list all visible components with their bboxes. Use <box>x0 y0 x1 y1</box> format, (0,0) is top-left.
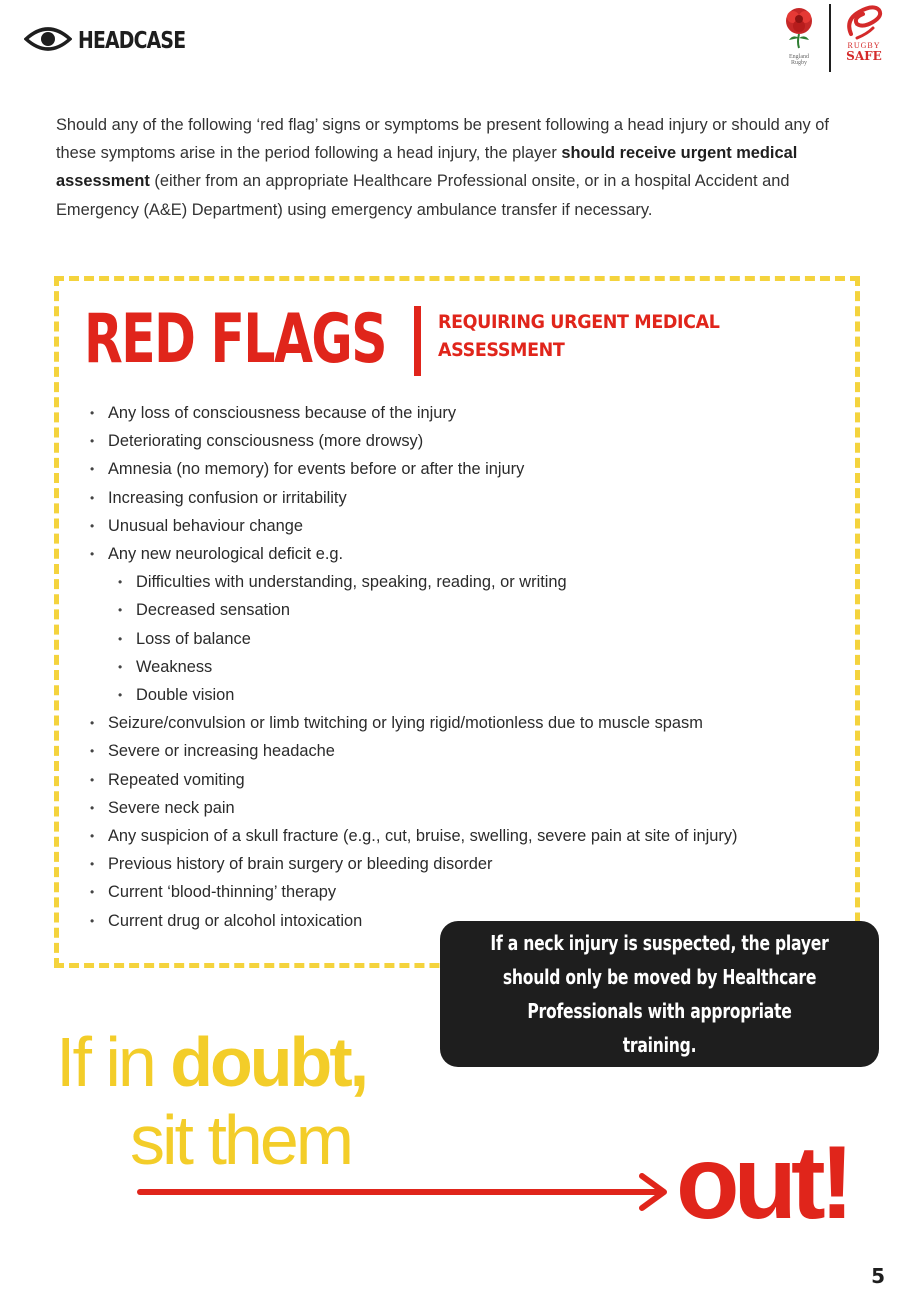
sub-list-item: • Weakness <box>118 657 213 676</box>
partner-logos <box>777 4 887 74</box>
slogan-if-in: If in <box>56 1023 171 1101</box>
eye-icon <box>24 25 72 58</box>
logo-divider <box>829 4 831 72</box>
list-item: • Deteriorating consciousness (more drowsy) <box>90 432 424 451</box>
list-item: • Severe or increasing headache <box>90 742 335 761</box>
list-item: • Unusual behaviour change <box>90 516 304 535</box>
rose-caption-rugby: Rugby <box>790 60 807 66</box>
list-item: • Increasing confusion or irritability <box>90 488 347 507</box>
callout-text: If a neck injury is suspected, the player should only be moved by Healthcare Professionals with appropriate training. <box>490 931 829 1057</box>
list-item: • Repeated vomiting <box>90 770 245 789</box>
intro-paragraph <box>56 111 856 224</box>
list-item: • Amnesia (no memory) for events before or after the injury <box>90 460 525 479</box>
slogan-doubt: doubt, <box>170 1023 367 1101</box>
list-item: • Previous history of brain surgery or bleeding disorder <box>90 855 493 874</box>
list-item: • Seizure/convulsion or limb twitching or lying rigid/motionless due to muscle spasm <box>90 714 703 733</box>
sub-list-item: • Loss of balance <box>118 629 251 648</box>
list-item: • Any new neurological deficit e.g. <box>90 545 344 564</box>
arrow-right-icon <box>136 1172 676 1212</box>
sub-list-item: • Decreased sensation <box>118 601 290 620</box>
sub-list-item: • Double vision <box>118 686 235 705</box>
england-rose-icon <box>779 4 819 54</box>
slogan-line-2: sit them <box>130 1101 352 1179</box>
england-rugby-logo <box>777 4 821 72</box>
neck-injury-callout <box>440 921 879 1067</box>
intro-text-1: Should any of the following ‘red flag’ signs or symptoms be present following a head injury or should any of these symptoms arise in the period following a head injury, the player <box>56 116 829 163</box>
title-divider-bar <box>414 306 421 376</box>
sub-list-item: • Difficulties with understanding, speaking, reading, or writing <box>118 573 567 592</box>
list-item: • Any suspicion of a skull fracture (e.g., cut, bruise, swelling, severe pain at site of injury) <box>90 827 738 846</box>
slogan-out: out! <box>676 1125 849 1241</box>
slogan-line-1 <box>56 1020 366 1104</box>
headcase-logo <box>24 26 209 56</box>
rugby-safe-big-text: SAFE <box>846 49 882 63</box>
red-flags-heading <box>84 294 768 390</box>
red-flags-list <box>90 399 850 935</box>
rugby-safe-logo <box>841 4 887 72</box>
list-item: • Severe neck pain <box>90 798 235 817</box>
red-flags-subtitle: REQUIRING URGENT MEDICAL ASSESSMENT <box>438 311 720 361</box>
brand-name: HEADCASE <box>78 28 186 54</box>
intro-bold-text: should receive urgent medical assessment <box>56 144 798 191</box>
red-flags-title: RED FLAGS <box>84 300 387 379</box>
rose-caption-england: England <box>789 54 809 60</box>
list-item: • Current ‘blood-thinning’ therapy <box>90 883 337 902</box>
intro-text-2: (either from an appropriate Healthcare Professional onsite, or in a hospital Accident and Emergency (A&E) Department) using emergency ambulance transfer if necessary. <box>56 172 790 219</box>
list-item: • Any loss of consciousness because of the injury <box>90 404 457 422</box>
list-item: • Current drug or alcohol intoxication <box>90 911 363 930</box>
rugby-safe-small-text: RUGBY <box>847 41 881 50</box>
rugby-safe-swirl-icon <box>843 4 885 40</box>
page-number: 5 <box>871 1264 885 1288</box>
